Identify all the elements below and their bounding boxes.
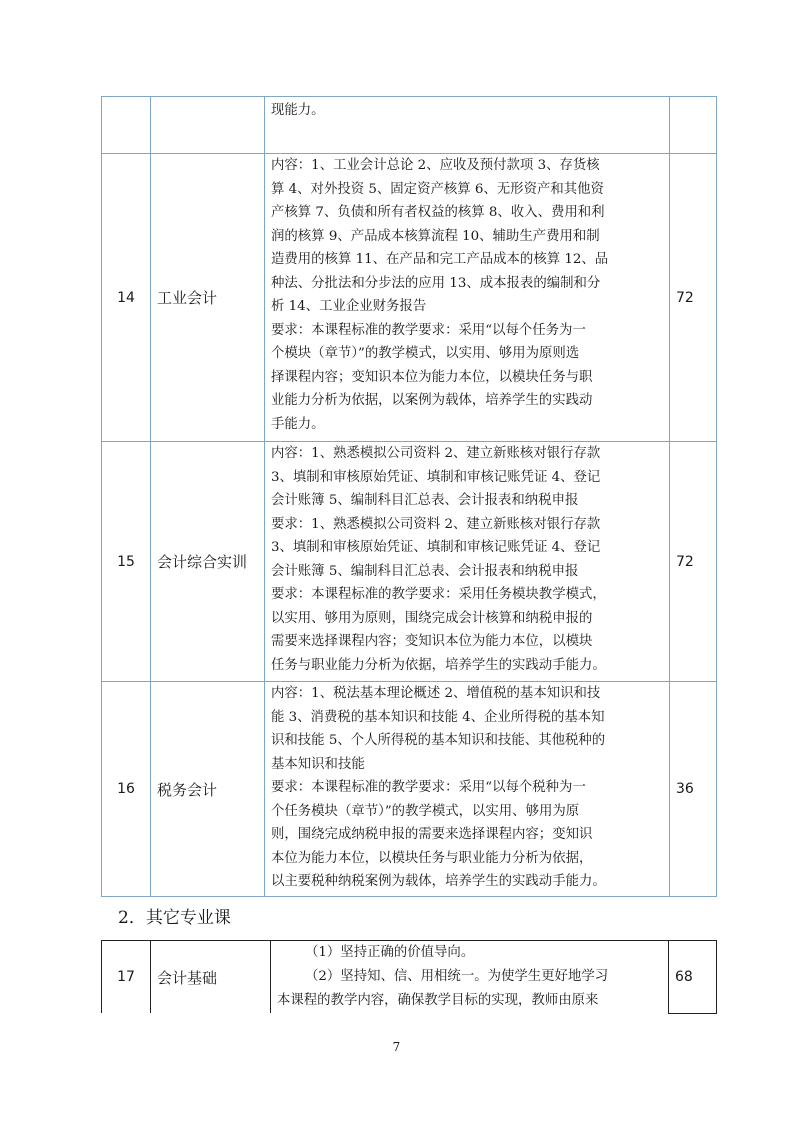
section-heading: 2．其它专业课 <box>118 908 231 928</box>
content-line: 要求：本课程标准的教学要求：采用“以每个税种为一 <box>271 780 586 795</box>
content-line: 需要来选择课程内容；变知识本位为能力本位，以模块 <box>271 634 593 649</box>
content-line: 内容：1、熟悉模拟公司资料 2、建立新账核对银行存款 <box>271 446 601 461</box>
course-hours: 36 <box>670 682 717 897</box>
content-line: 业能力分析为依据，以案例为载体，培养学生的实践动 <box>271 393 593 408</box>
table-row <box>102 154 717 442</box>
content-line: 则，围绕完成纳税申报的需要来选择课程内容；变知识 <box>271 827 593 842</box>
course-table <box>101 96 717 897</box>
table-row <box>102 682 717 897</box>
course-hours: 72 <box>670 442 717 682</box>
course-name: 工业会计 <box>151 154 265 442</box>
content-line: 本位为能力本位，以模块任务与职业能力分析为依据， <box>271 850 593 866</box>
content-line: 识和技能 5、个人所得税的基本知识和技能、其他税种的 <box>271 733 606 748</box>
course-content <box>271 941 669 1014</box>
table-row-continued <box>102 97 717 154</box>
content-line: 以实用、够用为原则，围绕完成会计核算和纳税申报的 <box>271 610 593 626</box>
content-line: 个模块（章节）”的教学模式，以实用、够用为原则选 <box>271 346 580 361</box>
content-line: 产核算 7、负债和所有者权益的核算 8、收入、费用和利 <box>271 205 605 220</box>
course-number: 16 <box>102 682 151 897</box>
course-number: 17 <box>102 941 151 1014</box>
table-row <box>102 442 717 682</box>
other-course-table <box>101 940 717 1014</box>
content-line: 内容：1、工业会计总论 2、应收及预付款项 3、存货核 <box>271 158 600 173</box>
page-number: 7 <box>392 1040 401 1054</box>
course-content <box>265 442 670 682</box>
content-line: 要求：1、熟悉模拟公司资料 2、建立新账核对银行存款 <box>271 516 601 532</box>
course-hours: 68 <box>669 941 717 1014</box>
content-line: 能 3、消费税的基本知识和技能 4、企业所得税的基本知 <box>271 709 605 725</box>
content-line: 算 4、对外投资 5、固定资产核算 6、无形资产和其他资 <box>271 181 604 197</box>
course-content <box>265 154 670 442</box>
content-line: 析 14、工业企业财务报告 <box>271 299 427 314</box>
content-line: 要求：本课程标准的教学要求：采用“以每个任务为一 <box>271 322 586 338</box>
content-line: 3、填制和审核原始凭证、填制和审核记账凭证 4、登记 <box>271 469 601 485</box>
course-name: 会计综合实训 <box>151 442 265 682</box>
content-line: 要求：本课程标准的教学要求：采用任务模块教学模式， <box>271 587 606 602</box>
content-line: 内容：1、税法基本理论概述 2、增值税的基本知识和技 <box>271 686 601 701</box>
content-line: （1）坚持正确的价值导向。 <box>305 945 475 960</box>
content-line: 基本知识和技能 <box>271 756 365 772</box>
content-line: 会计账簿 5、编制科目汇总表、会计报表和纳税申报 <box>271 563 579 579</box>
content-line: （2）坚持知、信、用相统一。为使学生更好地学习 <box>305 969 609 984</box>
content-line: 现能力。 <box>271 103 325 118</box>
content-line: 3、填制和审核原始凭证、填制和审核记账凭证 4、登记 <box>271 540 601 555</box>
content-line: 造费用的核算 11、在产品和完工产品成本的核算 12、品 <box>271 252 609 267</box>
course-name: 会计基础 <box>151 941 271 1014</box>
course-number: 15 <box>102 442 151 682</box>
course-number: 14 <box>102 154 151 442</box>
course-hours: 72 <box>670 154 717 442</box>
content-line: 种法、分批法和分步法的应用 13、成本报表的编制和分 <box>271 275 601 291</box>
course-name: 税务会计 <box>151 682 265 897</box>
content-line: 以主要税种纳税案例为载体，培养学生的实践动手能力。 <box>271 874 606 889</box>
content-line: 本课程的教学内容，确保教学目标的实现，教师由原来 <box>277 993 599 1008</box>
content-line: 任务与职业能力分析为依据，培养学生的实践动手能力。 <box>271 657 606 673</box>
content-line: 润的核算 9、产品成本核算流程 10、辅助生产费用和制 <box>271 228 600 244</box>
content-line: 个任务模块（章节）”的教学模式，以实用、够用为原 <box>271 803 580 819</box>
content-line: 会计账簿 5、编制科目汇总表、会计报表和纳税申报 <box>271 493 579 508</box>
table-row <box>102 941 717 1014</box>
content-line: 择课程内容；变知识本位为能力本位，以模块任务与职 <box>271 369 593 385</box>
content-line: 手能力。 <box>271 416 325 432</box>
course-content <box>265 682 670 897</box>
